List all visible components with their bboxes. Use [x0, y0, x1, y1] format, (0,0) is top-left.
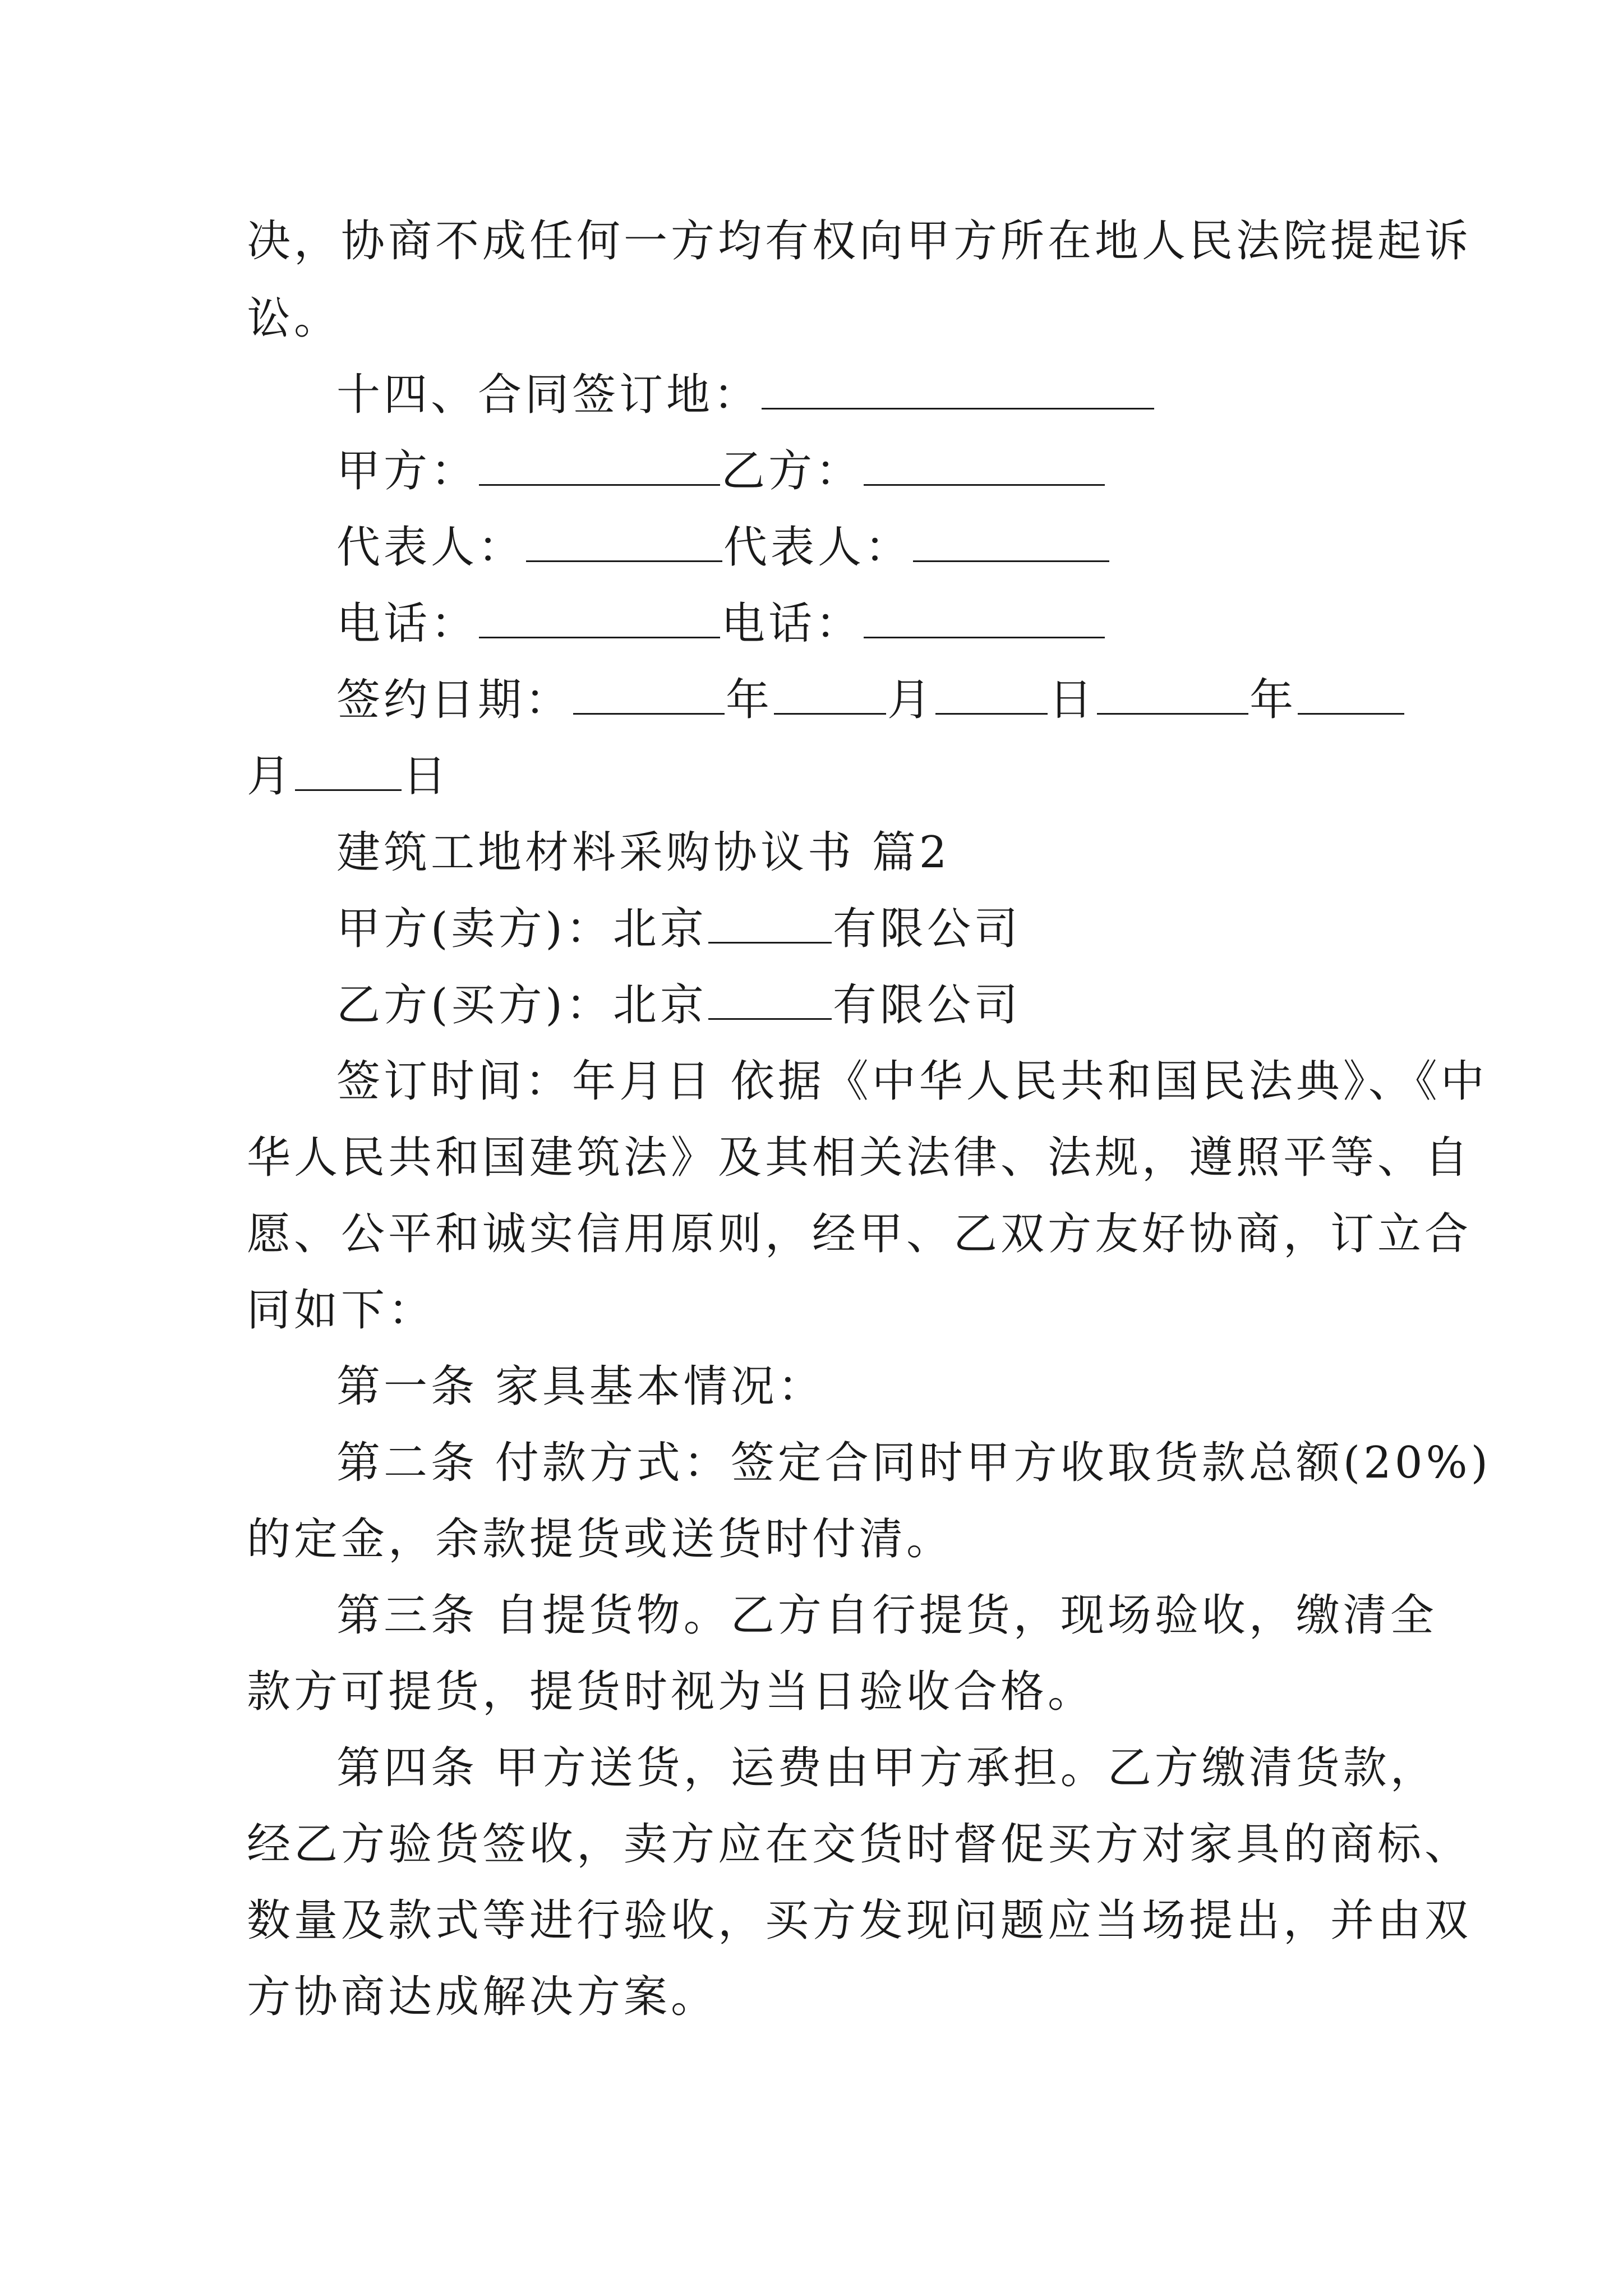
clause-2-line: 第二条 付款方式：签定合同时甲方收取货款总额(20%) [336, 1438, 1492, 1488]
seller-suffix: 有限公司 [832, 904, 1021, 954]
buyer-blank [708, 978, 832, 1020]
clause-4-line: 第四条 甲方送货，运费由甲方承担。乙方缴清货款， [336, 1743, 1437, 1793]
buyer-prefix: 乙方(买方)：北京 [336, 980, 707, 1030]
party-b-label: 乙方： [721, 446, 863, 496]
buyer-suffix: 有限公司 [832, 980, 1021, 1030]
day-blank [295, 749, 402, 791]
clause-4-line: 方协商达成解决方案。 [247, 1972, 718, 2022]
sign-date-line [336, 672, 1405, 728]
clause-1: 第一条 家具基本情况： [336, 1361, 825, 1412]
intro-line: 签订时间：年月日 依据《中华人民共和国民法典》、《中 [336, 1056, 1488, 1107]
party-b-blank [864, 444, 1105, 486]
tel-b-label: 电话： [721, 599, 863, 649]
date-label: 签约日期： [336, 675, 573, 725]
year-label: 年 [1249, 675, 1297, 725]
month-blank [774, 673, 886, 715]
day-blank [935, 673, 1048, 715]
month-label: 月 [887, 675, 935, 725]
party-a-blank [479, 444, 720, 486]
party-line [336, 443, 1106, 499]
signing-place-line [336, 367, 1155, 423]
signing-place-blank [762, 367, 1154, 409]
clause-2-line: 的定金，余款提货或送货时付清。 [247, 1514, 954, 1565]
rep-b-label: 代表人： [723, 522, 912, 573]
rep-a-blank [526, 520, 722, 562]
clause-4-line: 数量及款式等进行验收，买方发现问题应当场提出，并由双 [247, 1895, 1472, 1946]
intro-line: 愿、公平和诚实信用原则，经甲、乙双方友好协商，订立合 [247, 1209, 1472, 1259]
clause-4-line: 经乙方验货签收，卖方应在交货时督促买方对家具的商标、 [247, 1819, 1472, 1870]
buyer-line [336, 977, 1021, 1033]
seller-line [336, 901, 1021, 957]
rep-a-label: 代表人： [336, 522, 525, 573]
rep-b-blank [913, 520, 1109, 562]
tel-b-blank [864, 596, 1105, 638]
representative-line [336, 519, 1110, 576]
clause-3-line: 第三条 自提货物。乙方自行提货，现场验收，缴清全 [336, 1590, 1437, 1641]
phone-line [336, 596, 1106, 652]
year-blank [573, 673, 725, 715]
seller-blank [708, 901, 832, 944]
signing-place-label: 十四、合同签订地： [336, 370, 761, 420]
intro-line: 华人民共和国建筑法》及其相关法律、法规，遵照平等、自 [247, 1133, 1472, 1183]
party-a-label: 甲方： [336, 446, 478, 496]
clause-3-line: 款方可提货，提货时视为当日验收合格。 [247, 1667, 1095, 1717]
year-label: 年 [726, 675, 773, 725]
seller-prefix: 甲方(卖方)：北京 [336, 904, 707, 954]
text-line: 决，协商不成任何一方均有权向甲方所在地人民法院提起诉 [247, 216, 1472, 266]
tel-a-blank [479, 596, 720, 638]
day-label: 日 [1049, 675, 1096, 725]
text-line: 讼。 [247, 293, 342, 344]
month-label: 月 [247, 751, 294, 802]
year-blank [1097, 673, 1248, 715]
day-label: 日 [403, 751, 450, 802]
sign-date-line-cont [247, 748, 450, 804]
month-blank [1298, 673, 1404, 715]
intro-line: 同如下： [247, 1285, 436, 1336]
tel-a-label: 电话： [336, 599, 478, 649]
article-title: 建筑工地材料采购协议书 篇2 [336, 827, 951, 878]
